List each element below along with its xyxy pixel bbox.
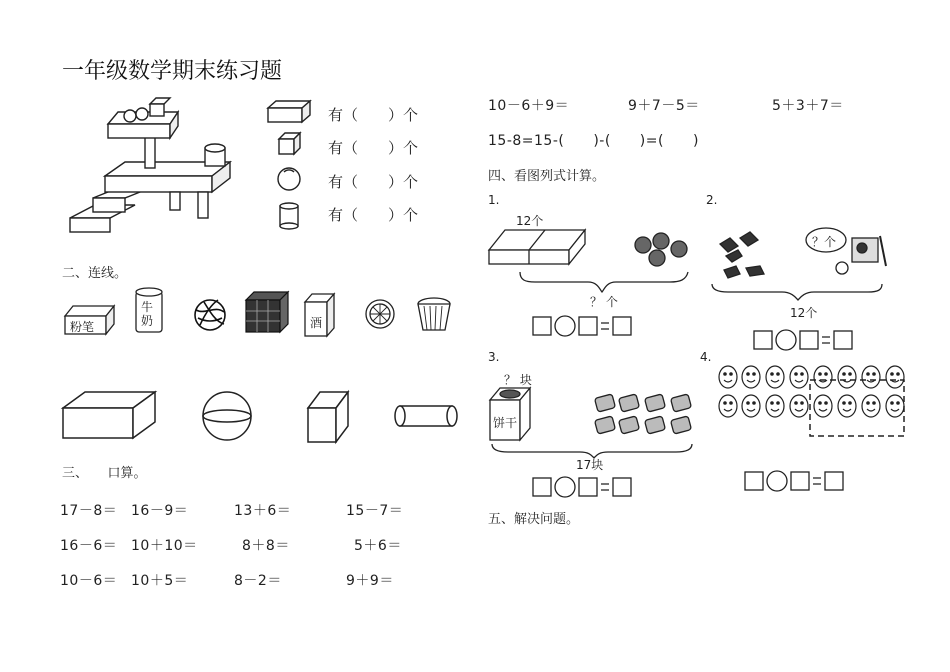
count-row-cube: 有（ ）个	[328, 139, 419, 157]
smiley-face-icon	[742, 366, 760, 388]
mental-math-item: 16－9＝	[131, 503, 189, 519]
smiley-face-icon	[790, 395, 808, 417]
cylinder-shape	[395, 406, 457, 426]
section4-heading: 四、看图列式计算。	[488, 169, 606, 184]
mental-math-item: 13＋6＝	[234, 503, 292, 519]
milk-label: 牛奶	[141, 300, 154, 328]
mental-math-item: 15－7＝	[346, 503, 404, 519]
smiley-face-icon	[814, 366, 832, 388]
problem3-box-label: 饼干	[493, 416, 518, 430]
problem3-top-label: ？ 块	[504, 373, 532, 387]
answer-equation-boxes	[533, 477, 631, 497]
mental-math-item: 10＋5＝	[131, 573, 189, 589]
smiley-face-icon	[862, 366, 880, 388]
smiley-face-icon	[719, 395, 737, 417]
mental-math-item: 5＋6＝	[354, 538, 402, 554]
problem3-bottom-label: 17块	[576, 458, 604, 472]
problem3-number: 3.	[488, 350, 500, 364]
sphere-icon	[278, 168, 300, 190]
section3-heading: 三、 口算。	[62, 466, 147, 481]
answer-equation-boxes	[533, 316, 631, 336]
count-row-cylinder: 有（ ）个	[328, 206, 419, 224]
section2-heading: 二、连线。	[62, 266, 128, 281]
problem4-number: 4.	[700, 350, 712, 364]
problem3-figure	[490, 388, 692, 458]
section5-heading: 五、解决问题。	[488, 512, 580, 527]
answer-equation-boxes	[754, 330, 852, 350]
smiley-face-icon	[838, 366, 856, 388]
problem2-figure	[712, 228, 886, 300]
smiley-face-icon	[814, 395, 832, 417]
sphere-shape	[203, 392, 251, 440]
chalk-label: 粉笔	[70, 320, 95, 334]
problem4-faces	[719, 366, 904, 417]
count-row-sphere: 有（ ）个	[328, 173, 419, 191]
wine-label: 酒	[310, 316, 323, 330]
problem2-bubble-label: ？个	[812, 235, 837, 249]
cube-icon	[279, 133, 300, 154]
smiley-face-icon	[862, 395, 880, 417]
cuboid-shape	[63, 392, 155, 438]
answer-equation-boxes	[745, 471, 843, 491]
problem1-figure	[489, 230, 688, 292]
mental-math-item: 8－2＝	[234, 573, 282, 589]
problem1-bottom-label: ？ 个	[590, 295, 618, 309]
problem2-number: 2.	[706, 193, 718, 207]
block-structure-figure	[70, 98, 230, 232]
ball-icon	[195, 300, 225, 330]
count-row-cuboid: 有（ ）个	[328, 106, 419, 124]
calc-r1-1: 10－6＋9＝	[488, 98, 570, 114]
smiley-face-icon	[838, 395, 856, 417]
smiley-face-icon	[766, 395, 784, 417]
mental-math-item: 8＋8＝	[242, 538, 290, 554]
cuboid-icon	[268, 101, 310, 122]
smiley-face-icon	[886, 366, 904, 388]
problem1-number: 1.	[488, 193, 500, 207]
mental-math-item: 17－8＝	[60, 503, 118, 519]
mental-math-item: 9＋9＝	[346, 573, 394, 589]
calc-r2: 15-8=15-( )-( )=( )	[488, 133, 699, 149]
smiley-face-icon	[886, 395, 904, 417]
smiley-face-icon	[766, 366, 784, 388]
problem1-top-label: 12个	[516, 214, 544, 228]
rubiks-cube-icon	[246, 292, 288, 332]
orange-slice-icon	[366, 300, 394, 328]
problem2-bottom-label: 12个	[790, 306, 818, 320]
mental-math-item: 10－6＝	[60, 573, 118, 589]
smiley-face-icon	[790, 366, 808, 388]
page-title: 一年级数学期末练习题	[62, 59, 283, 84]
calc-r1-3: 5＋3＋7＝	[772, 98, 844, 114]
cube-shape	[308, 392, 348, 442]
mental-math-item: 10＋10＝	[131, 538, 198, 554]
calc-r1-2: 9＋7－5＝	[628, 98, 700, 114]
mental-math-item: 16－6＝	[60, 538, 118, 554]
smiley-face-icon	[742, 395, 760, 417]
smiley-face-icon	[719, 366, 737, 388]
cylinder-icon	[280, 203, 298, 229]
cupcake-icon	[418, 298, 450, 330]
